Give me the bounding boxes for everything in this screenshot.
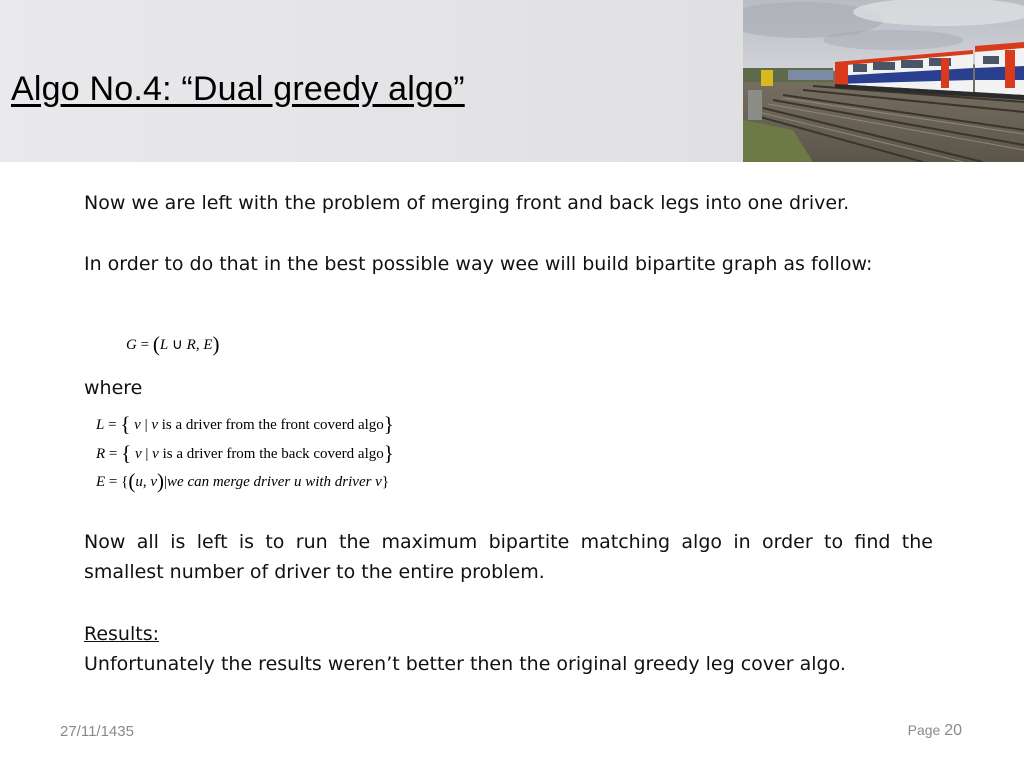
page-label: Page: [907, 722, 941, 738]
comma: ,: [142, 474, 147, 490]
close-paren: ): [157, 469, 165, 493]
equals-sign: =: [108, 417, 117, 433]
set-r-lhs: R: [96, 446, 106, 462]
vertex-var: v: [152, 446, 159, 462]
train-photo: [743, 0, 1024, 162]
footer-date: 27/11/1435: [60, 723, 134, 740]
open-brace: {: [121, 441, 132, 465]
such-that-bar: |: [144, 417, 148, 433]
comma: ,: [195, 337, 200, 353]
paragraph-merge-problem: Now we are left with the problem of merging front and back legs into one driver.: [84, 192, 850, 214]
set-e-description: we can merge driver u with driver v: [167, 474, 382, 490]
equals-sign: =: [108, 474, 118, 490]
such-that-bar: |: [145, 446, 149, 462]
title-banner: [0, 0, 743, 162]
set-l-lhs: L: [96, 417, 105, 433]
edge-set-symbol: E: [203, 337, 213, 353]
results-section: [84, 619, 933, 679]
vertex-var: v: [151, 417, 159, 433]
paragraph-matching: Now all is left is to run the maximum bipartite matching algo in order to find the smallest number of driver to the entire problem.: [84, 531, 933, 583]
where-label: where: [84, 377, 143, 399]
open-brace: {: [120, 412, 131, 436]
train-photo-image: [743, 0, 1024, 162]
vertex-var: v: [134, 417, 141, 433]
set-r-definition: [96, 439, 394, 464]
graph-symbol: G: [126, 337, 137, 353]
close-paren: ): [212, 332, 220, 356]
vertex-v: v: [150, 474, 158, 490]
such-that-bar: |: [164, 474, 168, 490]
close-brace: }: [381, 474, 390, 490]
close-brace: }: [383, 441, 394, 465]
open-brace: {: [121, 474, 129, 490]
footer-page-number: [908, 722, 962, 740]
set-l-definition: [96, 410, 394, 435]
union-symbol: ∪: [171, 337, 183, 353]
set-l-symbol: L: [159, 337, 169, 353]
vertex-u: u: [135, 474, 143, 490]
set-e-definition: [96, 467, 389, 492]
set-l-description: is a driver from the front coverd algo: [161, 417, 384, 433]
vertex-var: v: [134, 446, 142, 462]
graph-definition: [126, 330, 219, 355]
page-number: 20: [944, 722, 962, 739]
results-text: Unfortunately the results weren’t better then the original greedy leg cover algo.: [84, 653, 846, 675]
slide-title: Algo No.4: “Dual greedy algo”: [11, 70, 465, 108]
set-r-description: is a driver from the back coverd algo: [162, 446, 384, 462]
close-brace: }: [383, 412, 394, 436]
equals-sign: =: [108, 446, 118, 462]
equals-sign: =: [140, 337, 150, 353]
open-paren: (: [152, 332, 160, 356]
open-paren: (: [128, 469, 136, 493]
results-label: Results:: [84, 623, 160, 645]
set-e-lhs: E: [96, 474, 106, 490]
set-r-symbol: R: [186, 337, 196, 353]
paragraph-bipartite-intro: In order to do that in the best possible way wee will build bipartite graph as follow:: [84, 253, 873, 275]
